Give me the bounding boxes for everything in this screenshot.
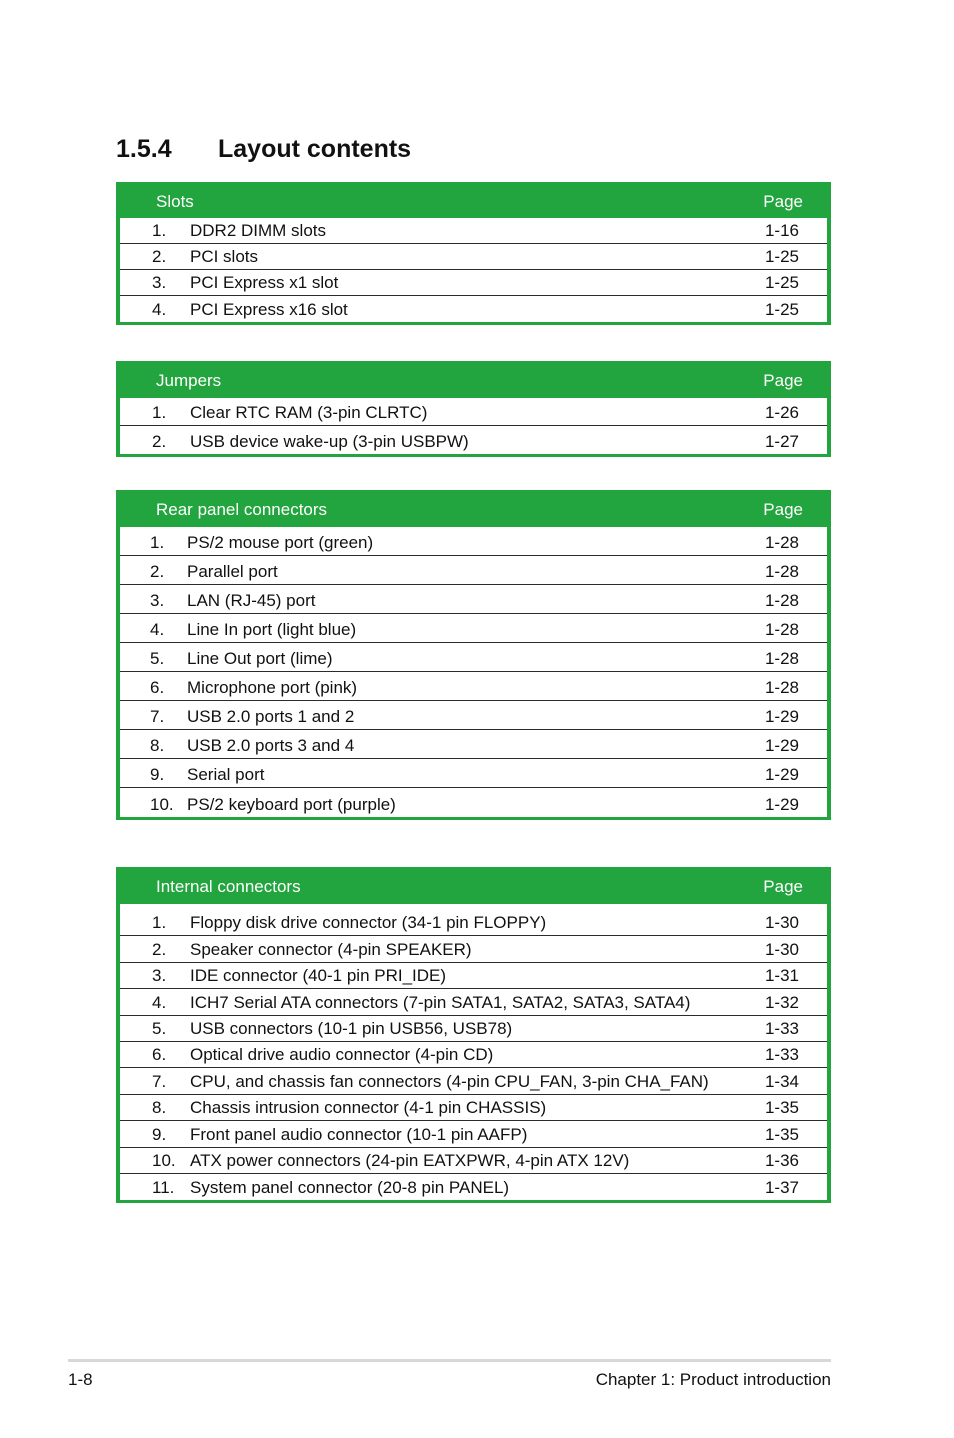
item-page: 1-33 — [764, 1045, 799, 1065]
item-name: USB device wake-up (3-pin USBPW) — [190, 432, 469, 451]
item-number: 3. — [152, 273, 167, 292]
slots-table — [116, 182, 831, 325]
table-title: Internal connectors — [156, 877, 301, 896]
table-row — [120, 643, 827, 672]
item-number: 5. — [150, 649, 165, 668]
item-number: 1. — [152, 913, 167, 933]
item-page: 1-28 — [764, 562, 799, 581]
item-name: Microphone port (pink) — [187, 678, 358, 697]
item-name: Floppy disk drive connector (34-1 pin FLOPPY) — [190, 913, 547, 933]
table-row — [120, 701, 827, 730]
item-number: 2. — [152, 432, 167, 451]
section-heading — [116, 135, 411, 164]
item-number: 9. — [150, 765, 165, 784]
table-row — [120, 556, 827, 585]
item-name: ATX power connectors (24-pin EATXPWR, 4-pin ATX 12V) — [190, 1150, 630, 1170]
table-row — [120, 788, 827, 817]
item-name: Front panel audio connector (10-1 pin AAFP) — [190, 1124, 528, 1144]
item-name: ICH7 Serial ATA connectors (7-pin SATA1, SATA2, SATA3, SATA4) — [190, 992, 691, 1012]
item-number: 2. — [150, 562, 165, 581]
table-body — [120, 527, 827, 817]
item-number: 2. — [152, 247, 167, 266]
item-page: 1-29 — [764, 736, 799, 755]
item-page: 1-32 — [764, 992, 799, 1012]
item-page: 1-25 — [764, 300, 799, 319]
table-title: Jumpers — [156, 371, 222, 390]
table-row — [120, 270, 827, 296]
table-row — [120, 426, 827, 454]
item-number: 2. — [152, 939, 167, 959]
item-name: Speaker connector (4-pin SPEAKER) — [190, 939, 472, 959]
item-page: 1-30 — [764, 939, 799, 959]
item-page: 1-29 — [764, 765, 799, 784]
table-row — [120, 398, 827, 426]
item-name: USB 2.0 ports 3 and 4 — [187, 736, 355, 755]
table-header — [116, 490, 831, 527]
item-name: System panel connector (20-8 pin PANEL) — [190, 1178, 510, 1198]
item-name: PS/2 mouse port (green) — [187, 533, 374, 552]
table-header — [116, 182, 831, 218]
table-row — [120, 730, 827, 759]
item-number: 6. — [150, 678, 165, 697]
section-number: 1.5.4 — [116, 134, 172, 163]
rear-panel-connectors-table — [116, 490, 831, 820]
item-page: 1-28 — [764, 649, 799, 668]
item-number: 8. — [150, 736, 165, 755]
footer-chapter: Chapter 1: Product introduction — [595, 1370, 831, 1389]
table-row — [120, 527, 827, 556]
item-number: 1. — [150, 533, 165, 552]
table-body — [120, 398, 827, 454]
item-page: 1-27 — [764, 432, 799, 451]
item-name: Optical drive audio connector (4-pin CD) — [190, 1045, 494, 1065]
table-row — [120, 585, 827, 614]
item-page: 1-33 — [764, 1018, 799, 1038]
item-page: 1-16 — [764, 221, 799, 240]
item-page: 1-29 — [764, 795, 799, 814]
table-row — [120, 989, 827, 1015]
internal-connectors-table — [116, 867, 831, 1203]
item-page: 1-30 — [764, 913, 799, 933]
item-number: 5. — [152, 1018, 167, 1038]
section-title: Layout contents — [218, 134, 412, 163]
table-row — [120, 296, 827, 322]
item-number: 8. — [152, 1098, 167, 1118]
item-number: 7. — [150, 707, 165, 726]
item-number: 4. — [152, 300, 167, 319]
item-number: 1. — [152, 221, 167, 240]
table-row — [120, 1095, 827, 1121]
item-name: Parallel port — [187, 562, 278, 581]
item-number: 4. — [150, 620, 165, 639]
table-header — [116, 867, 831, 904]
table-title: Slots — [156, 192, 194, 211]
item-name: Line In port (light blue) — [187, 620, 357, 639]
item-name: USB 2.0 ports 1 and 2 — [187, 707, 355, 726]
page-column-label: Page — [763, 192, 803, 211]
item-page: 1-36 — [764, 1150, 799, 1170]
item-page: 1-28 — [764, 533, 799, 552]
item-page: 1-25 — [764, 273, 799, 292]
table-row — [120, 1068, 827, 1094]
table-title: Rear panel connectors — [156, 500, 328, 519]
item-name: IDE connector (40-1 pin PRI_IDE) — [190, 966, 447, 986]
item-name: CPU, and chassis fan connectors (4-pin CPU_FAN, 3-pin CHA_FAN) — [190, 1071, 709, 1091]
table-row — [120, 1042, 827, 1068]
item-number: 10. — [152, 1150, 176, 1170]
item-number: 11. — [152, 1178, 175, 1198]
item-name: PCI slots — [190, 247, 259, 266]
item-name: LAN (RJ-45) port — [187, 591, 316, 610]
item-number: 3. — [152, 966, 167, 986]
table-row — [120, 1016, 827, 1042]
item-number: 4. — [152, 992, 167, 1012]
table-row — [120, 218, 827, 244]
item-number: 7. — [152, 1071, 167, 1091]
item-page: 1-34 — [764, 1071, 799, 1091]
item-page: 1-29 — [764, 707, 799, 726]
item-name: Serial port — [187, 765, 265, 784]
table-row — [120, 1121, 827, 1147]
item-name: PCI Express x1 slot — [190, 273, 339, 292]
item-number: 3. — [150, 591, 165, 610]
page-column-label: Page — [763, 371, 803, 390]
item-number: 9. — [152, 1124, 167, 1144]
item-number: 10. — [150, 795, 174, 814]
item-name: Clear RTC RAM (3-pin CLRTC) — [190, 403, 428, 422]
item-page: 1-25 — [764, 247, 799, 266]
item-number: 6. — [152, 1045, 167, 1065]
item-name: DDR2 DIMM slots — [190, 221, 327, 240]
item-page: 1-35 — [764, 1098, 799, 1118]
table-body — [120, 904, 827, 1200]
table-header — [116, 361, 831, 398]
item-page: 1-28 — [764, 678, 799, 697]
item-page: 1-35 — [764, 1124, 799, 1144]
item-number: 1. — [152, 403, 167, 422]
item-name: USB connectors (10-1 pin USB56, USB78) — [190, 1018, 513, 1038]
page-column-label: Page — [763, 877, 803, 896]
table-row — [120, 1174, 827, 1200]
table-row — [120, 936, 827, 962]
item-page: 1-28 — [764, 620, 799, 639]
table-body — [120, 218, 827, 322]
table-row — [120, 1148, 827, 1174]
table-row — [120, 244, 827, 270]
item-name: PS/2 keyboard port (purple) — [187, 795, 396, 814]
item-page: 1-37 — [764, 1178, 799, 1198]
table-row — [120, 910, 827, 936]
item-page: 1-26 — [764, 403, 799, 422]
table-row — [120, 614, 827, 643]
footer-page-number: 1-8 — [68, 1370, 93, 1389]
item-page: 1-28 — [764, 591, 799, 610]
footer-divider — [68, 1359, 831, 1362]
page-column-label: Page — [763, 500, 803, 519]
jumpers-table — [116, 361, 831, 457]
table-row — [120, 963, 827, 989]
item-name: Chassis intrusion connector (4-1 pin CHASSIS) — [190, 1098, 547, 1118]
table-row — [120, 672, 827, 701]
item-name: Line Out port (lime) — [187, 649, 333, 668]
table-row — [120, 759, 827, 788]
item-name: PCI Express x16 slot — [190, 300, 348, 319]
item-page: 1-31 — [764, 966, 799, 986]
